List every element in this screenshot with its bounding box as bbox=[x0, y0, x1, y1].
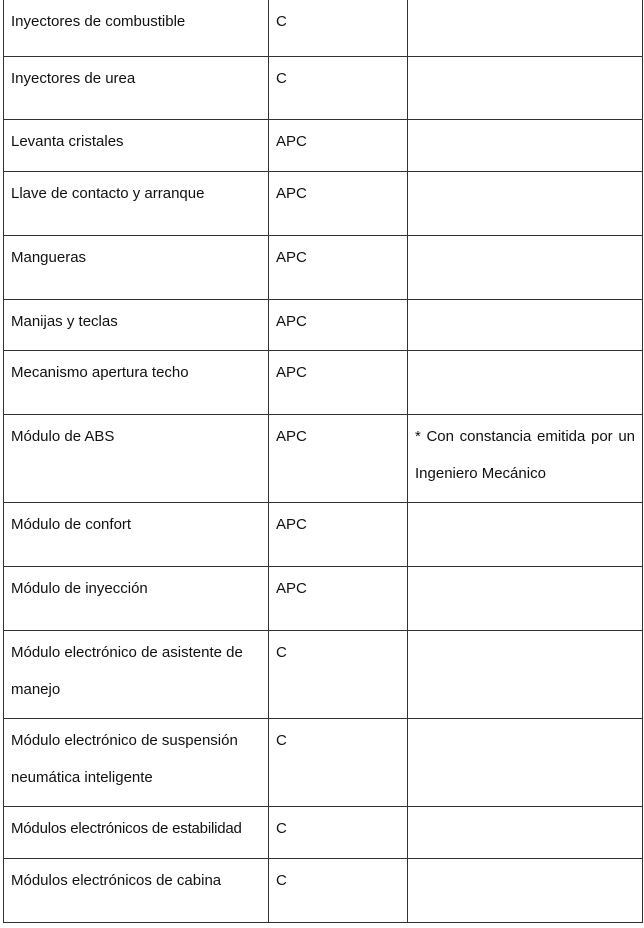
note-cell bbox=[408, 350, 643, 414]
component-cell: Módulos electrónicos de estabilidad bbox=[4, 806, 269, 858]
component-cell: Mecanismo apertura techo bbox=[4, 350, 269, 414]
code-cell: APC bbox=[269, 502, 408, 566]
note-cell bbox=[408, 718, 643, 806]
code-cell: C bbox=[269, 718, 408, 806]
code-cell: C bbox=[269, 0, 408, 56]
code-cell: APC bbox=[269, 299, 408, 350]
note-cell bbox=[408, 502, 643, 566]
table-row bbox=[4, 718, 643, 806]
note-cell bbox=[408, 56, 643, 119]
note-cell bbox=[408, 858, 643, 922]
note-cell bbox=[408, 806, 643, 858]
note-cell bbox=[408, 171, 643, 235]
component-cell: Inyectores de combustible bbox=[4, 0, 269, 56]
table-row bbox=[4, 235, 643, 299]
code-cell: C bbox=[269, 858, 408, 922]
component-cell: Módulo de ABS bbox=[4, 414, 269, 502]
code-cell: APC bbox=[269, 350, 408, 414]
code-cell: APC bbox=[269, 566, 408, 630]
code-cell: APC bbox=[269, 119, 408, 171]
table-row bbox=[4, 56, 643, 119]
component-cell: Mangueras bbox=[4, 235, 269, 299]
note-cell: * Con constancia emitida por un Ingeniero Mecánico bbox=[408, 414, 643, 502]
note-cell bbox=[408, 566, 643, 630]
code-cell: C bbox=[269, 806, 408, 858]
component-cell: Módulo electrónico de asistente de manejo bbox=[4, 630, 269, 718]
component-cell: Inyectores de urea bbox=[4, 56, 269, 119]
table-row bbox=[4, 350, 643, 414]
component-cell: Módulos electrónicos de cabina bbox=[4, 858, 269, 922]
table-row bbox=[4, 0, 643, 56]
table-row bbox=[4, 299, 643, 350]
component-cell: Módulo de confort bbox=[4, 502, 269, 566]
component-cell: Módulo de inyección bbox=[4, 566, 269, 630]
note-cell bbox=[408, 0, 643, 56]
table-row bbox=[4, 806, 643, 858]
table-row bbox=[4, 414, 643, 502]
table-row bbox=[4, 566, 643, 630]
note-cell bbox=[408, 235, 643, 299]
component-cell: Llave de contacto y arranque bbox=[4, 171, 269, 235]
table-row bbox=[4, 502, 643, 566]
note-cell bbox=[408, 119, 643, 171]
code-cell: C bbox=[269, 630, 408, 718]
code-cell: APC bbox=[269, 171, 408, 235]
code-cell: APC bbox=[269, 235, 408, 299]
code-cell: C bbox=[269, 56, 408, 119]
component-cell: Manijas y teclas bbox=[4, 299, 269, 350]
table-row bbox=[4, 630, 643, 718]
component-cell: Levanta cristales bbox=[4, 119, 269, 171]
parts-table bbox=[3, 0, 643, 923]
table-row bbox=[4, 858, 643, 922]
component-cell: Módulo electrónico de suspensión neumática inteligente bbox=[4, 718, 269, 806]
note-cell bbox=[408, 299, 643, 350]
code-cell: APC bbox=[269, 414, 408, 502]
table-row bbox=[4, 171, 643, 235]
table-row bbox=[4, 119, 643, 171]
note-cell bbox=[408, 630, 643, 718]
